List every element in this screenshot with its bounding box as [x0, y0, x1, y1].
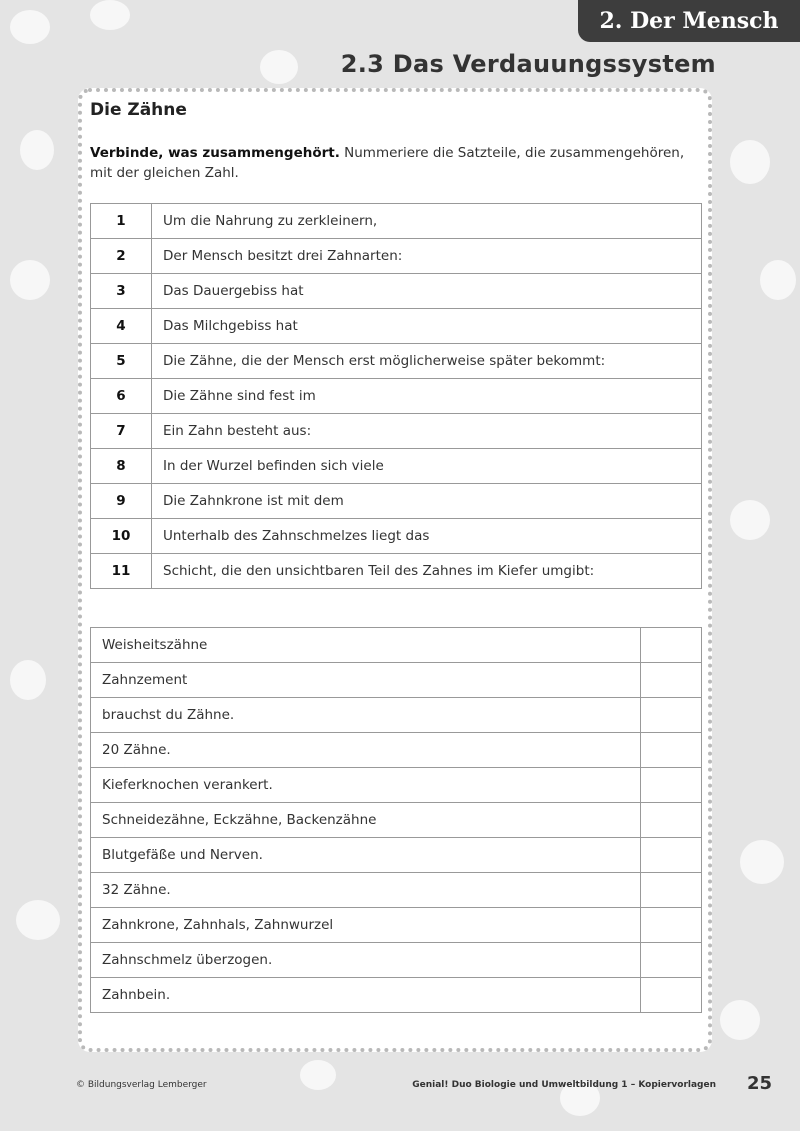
answer-cell[interactable] — [641, 628, 702, 663]
page-number: 25 — [746, 1073, 772, 1094]
table-row — [91, 768, 702, 803]
background-blob — [300, 1060, 336, 1090]
row-number: 10 — [91, 519, 152, 554]
row-text: Die Zähne, die der Mensch erst möglicherweise später bekommt: — [152, 344, 702, 379]
row-text: In der Wurzel befinden sich viele — [152, 449, 702, 484]
row-text: Unterhalb des Zahnschmelzes liegt das — [152, 519, 702, 554]
table-row — [91, 274, 702, 309]
row-number: 1 — [91, 204, 152, 239]
row-text: 20 Zähne. — [91, 733, 641, 768]
background-blob — [760, 260, 796, 300]
row-number: 8 — [91, 449, 152, 484]
answer-cell[interactable] — [641, 943, 702, 978]
row-text: Kieferknochen verankert. — [91, 768, 641, 803]
background-blob — [10, 660, 46, 700]
table-row — [91, 519, 702, 554]
table-row — [91, 449, 702, 484]
answer-cell[interactable] — [641, 838, 702, 873]
table-row — [91, 978, 702, 1013]
row-text: Der Mensch besitzt drei Zahnarten: — [152, 239, 702, 274]
instruction-bold: Verbinde, was zusammengehört. — [90, 145, 340, 161]
background-blob — [730, 140, 770, 184]
table-row — [91, 873, 702, 908]
table-row — [91, 554, 702, 589]
row-number: 11 — [91, 554, 152, 589]
footer-book-title: Genial! Duo Biologie und Umweltbildung 1 – Kopiervorlagen — [412, 1080, 716, 1090]
table-row — [91, 204, 702, 239]
table-row — [91, 838, 702, 873]
table-row — [91, 484, 702, 519]
page-title: 2.3 Das Verdauungssystem — [340, 50, 716, 78]
table-row — [91, 344, 702, 379]
row-number: 9 — [91, 484, 152, 519]
row-text: Ein Zahn besteht aus: — [152, 414, 702, 449]
row-text: Zahnzement — [91, 663, 641, 698]
sentence-beginnings-table — [90, 203, 702, 589]
answer-cell[interactable] — [641, 733, 702, 768]
table-row — [91, 239, 702, 274]
row-text: Blutgefäße und Nerven. — [91, 838, 641, 873]
row-text: Zahnkrone, Zahnhals, Zahnwurzel — [91, 908, 641, 943]
table-row — [91, 803, 702, 838]
answer-cell[interactable] — [641, 663, 702, 698]
row-number: 4 — [91, 309, 152, 344]
row-text: Weisheitszähne — [91, 628, 641, 663]
section-heading: Die Zähne — [90, 100, 187, 120]
row-number: 2 — [91, 239, 152, 274]
answer-cell[interactable] — [641, 803, 702, 838]
background-blob — [730, 500, 770, 540]
background-blob — [20, 130, 54, 170]
row-text: 32 Zähne. — [91, 873, 641, 908]
background-blob — [260, 50, 298, 84]
answer-cell[interactable] — [641, 978, 702, 1013]
footer-copyright: © Bildungsverlag Lemberger — [76, 1080, 207, 1090]
answer-cell[interactable] — [641, 698, 702, 733]
table-row — [91, 628, 702, 663]
row-number: 7 — [91, 414, 152, 449]
row-number: 3 — [91, 274, 152, 309]
row-text: Die Zähne sind fest im — [152, 379, 702, 414]
chapter-tab: 2. Der Mensch — [578, 0, 800, 42]
background-blob — [16, 900, 60, 940]
row-text: Zahnbein. — [91, 978, 641, 1013]
row-number: 6 — [91, 379, 152, 414]
row-number: 5 — [91, 344, 152, 379]
row-text: Schicht, die den unsichtbaren Teil des Zahnes im Kiefer umgibt: — [152, 554, 702, 589]
table-row — [91, 309, 702, 344]
answer-cell[interactable] — [641, 908, 702, 943]
table-row — [91, 733, 702, 768]
table-row — [91, 908, 702, 943]
row-text: Zahnschmelz überzogen. — [91, 943, 641, 978]
table-row — [91, 663, 702, 698]
row-text: Das Milchgebiss hat — [152, 309, 702, 344]
answer-cell[interactable] — [641, 873, 702, 908]
table-row — [91, 698, 702, 733]
table-row — [91, 943, 702, 978]
instruction-text: Nummeriere die Satzteile, die zusammengehören, mit der gleichen Zahl. — [90, 145, 685, 181]
background-blob — [720, 1000, 760, 1040]
answer-cell[interactable] — [641, 768, 702, 803]
background-blob — [10, 10, 50, 44]
sentence-endings-table — [90, 627, 702, 1013]
background-blob — [10, 260, 50, 300]
row-text: Das Dauergebiss hat — [152, 274, 702, 309]
row-text: Schneidezähne, Eckzähne, Backenzähne — [91, 803, 641, 838]
table-row — [91, 414, 702, 449]
table-row — [91, 379, 702, 414]
instructions — [90, 143, 704, 183]
row-text: brauchst du Zähne. — [91, 698, 641, 733]
row-text: Die Zahnkrone ist mit dem — [152, 484, 702, 519]
background-blob — [740, 840, 784, 884]
background-blob — [90, 0, 130, 30]
row-text: Um die Nahrung zu zerkleinern, — [152, 204, 702, 239]
